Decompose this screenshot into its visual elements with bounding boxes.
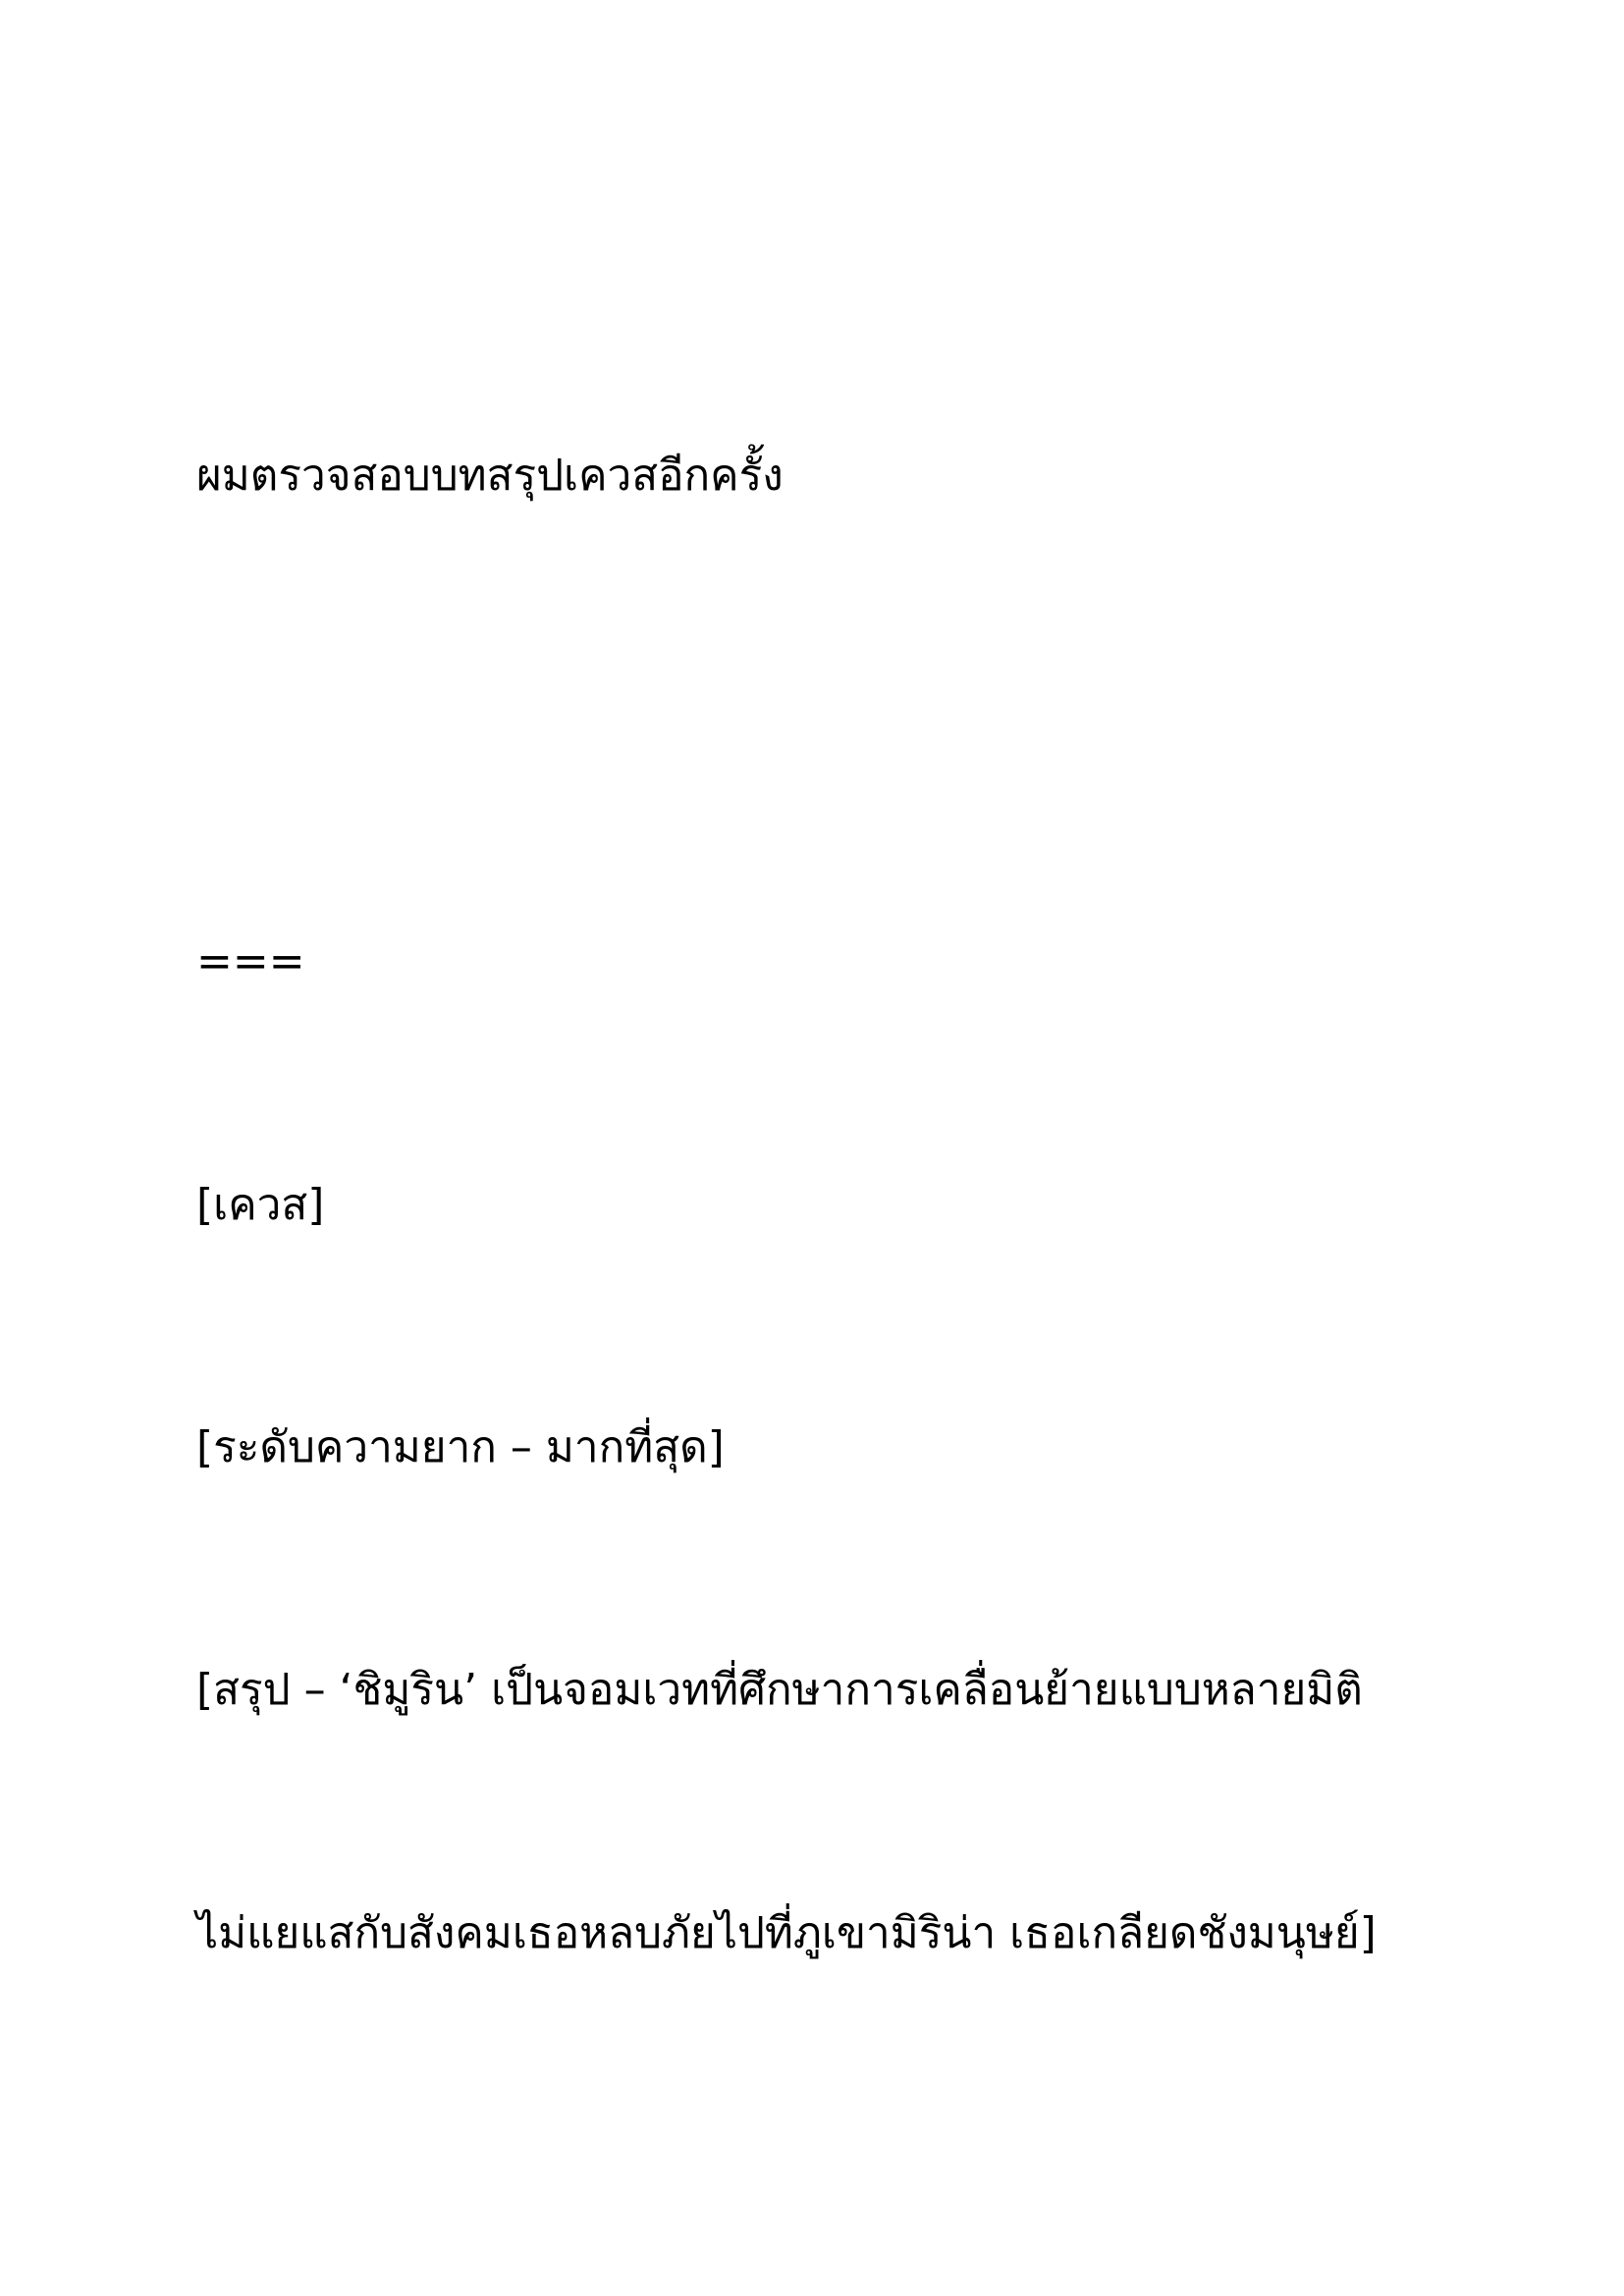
text-line-difficulty: [ระดับความยาก – มากที่สุด]	[196, 1422, 725, 1472]
text-line-summary-1: [สรุป – ‘ชิมูริน’ เป็นจอมเวทที่ศึกษาการเคลื่อนย้ายแบบหลายมิติ	[196, 1665, 1363, 1715]
text-line-quest-header: [เควส]	[196, 1180, 325, 1230]
text-line-summary-2: ไม่แยแสกับสังคมเธอหลบภัยไปที่ภูเขามิริน่า เธอเกลียดชังมนุษย์]	[196, 1908, 1377, 1958]
text-line-separator: ===	[196, 936, 305, 987]
text-line-intro: ผมตรวจสอบบทสรุปเควสอีกครั้ง	[196, 451, 784, 501]
